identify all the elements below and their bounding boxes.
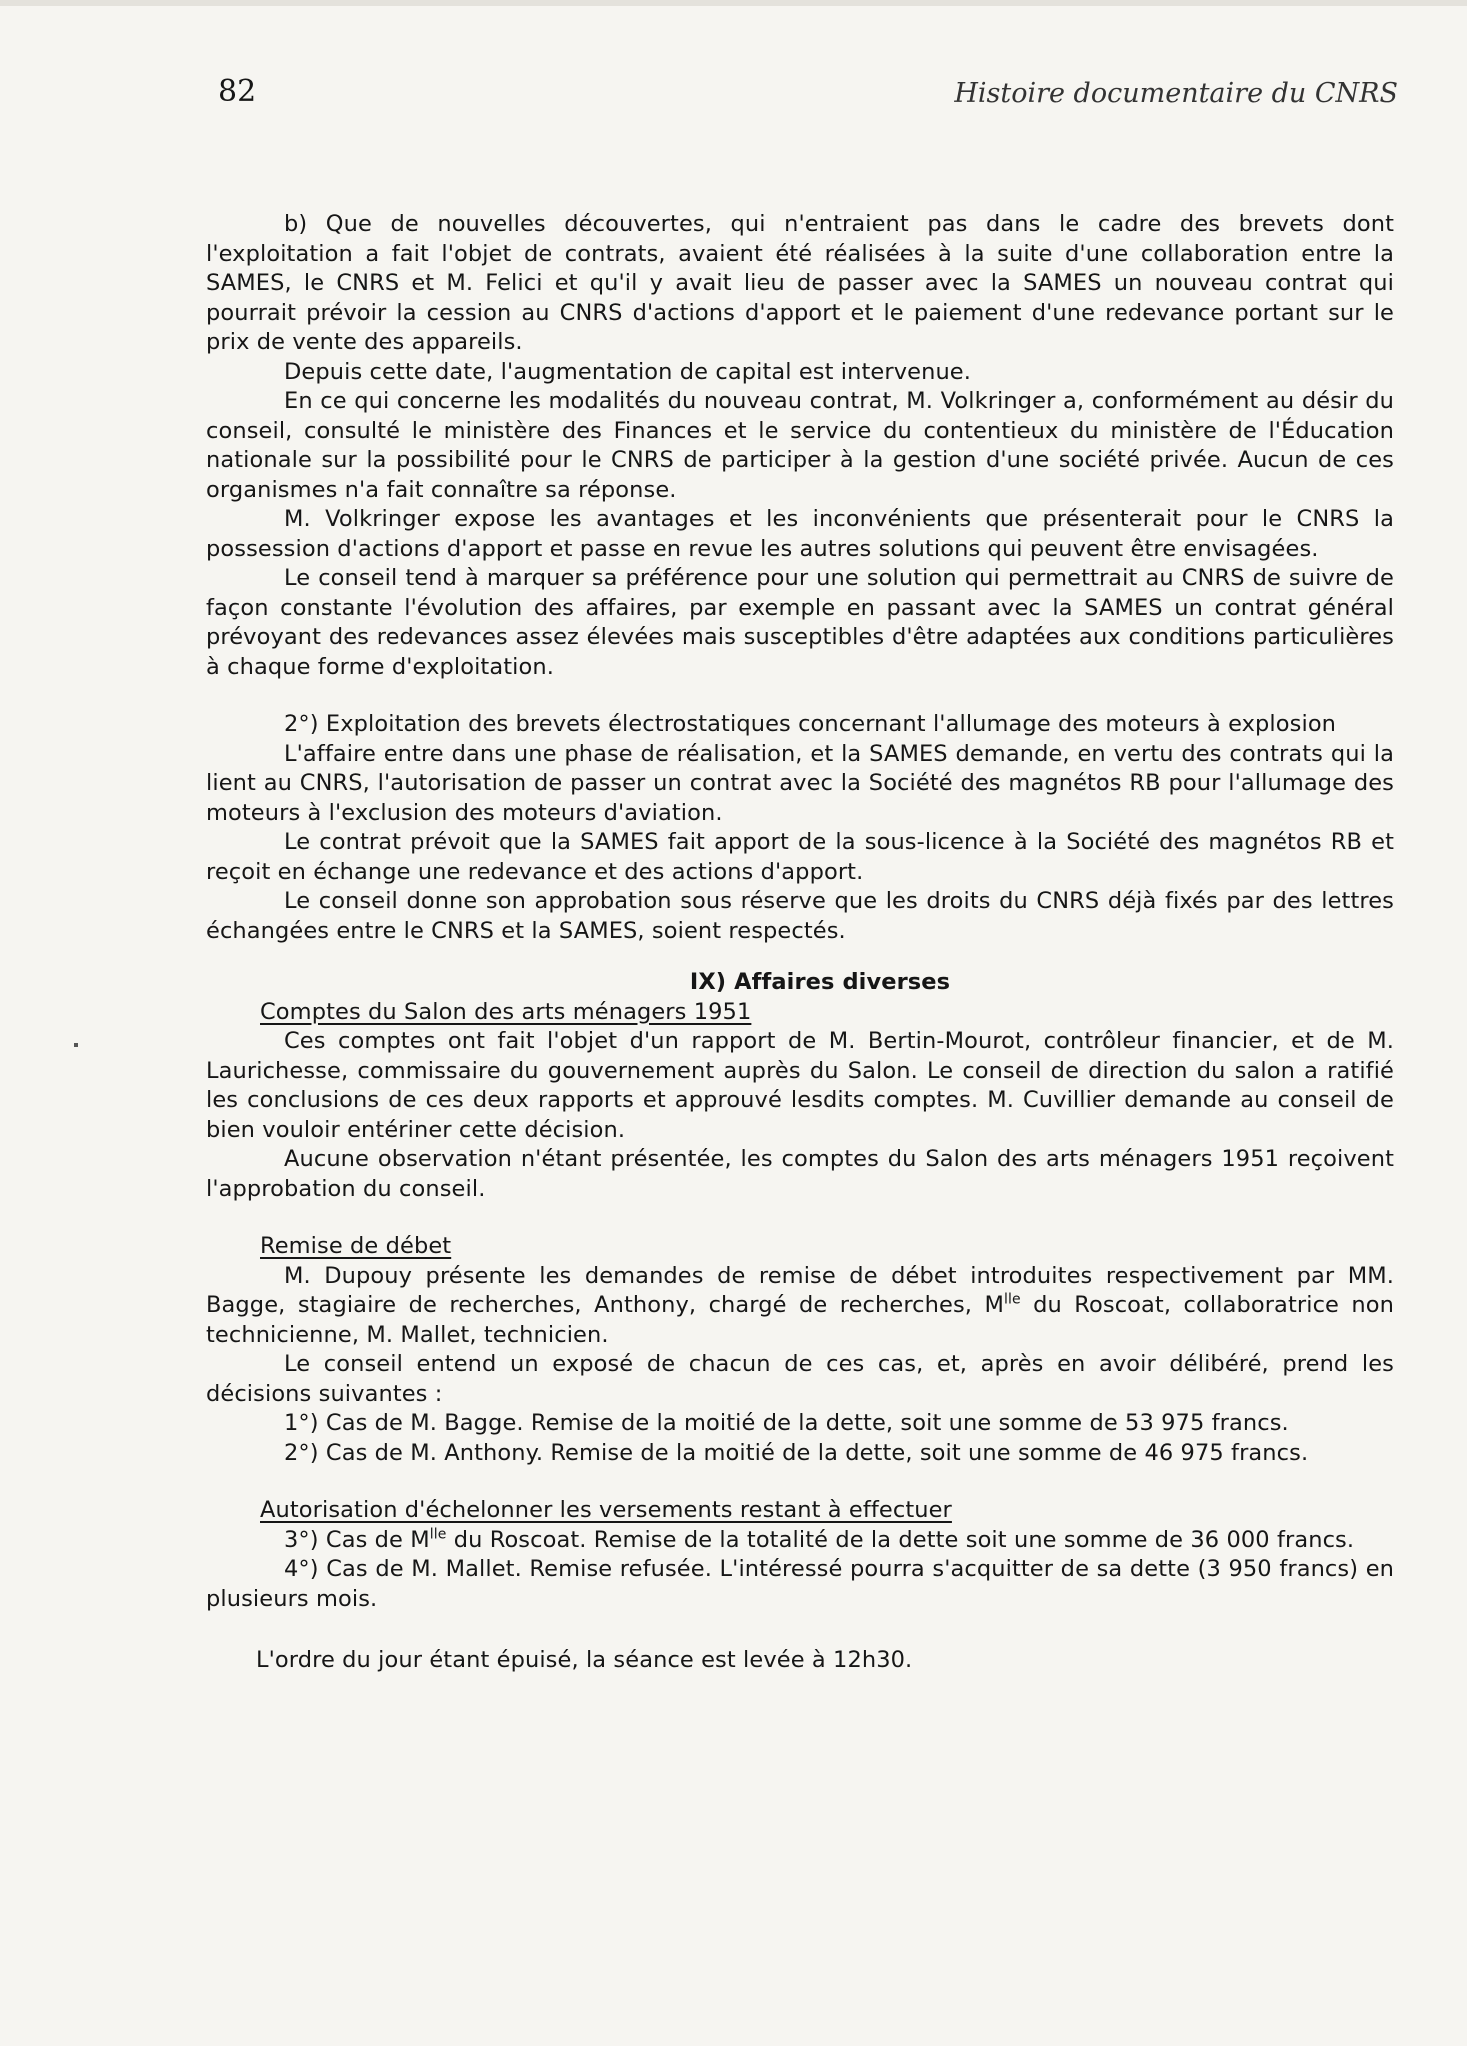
subheading-text: Remise de débet [260, 1233, 452, 1259]
superscript: lle [429, 1526, 447, 1542]
paragraph: Aucune observation n'étant présentée, les comptes du Salon des arts ménagers 1951 reçoivent l'approbation du conseil. [206, 1146, 1394, 1202]
text-run: 3°) Cas de M [284, 1526, 430, 1553]
subheading-text: Autorisation d'échelonner les versements restant à effectuer [260, 1497, 952, 1523]
subheading [206, 1496, 1394, 1526]
paragraph: Le conseil donne son approbation sous réserve que les droits du CNRS déjà fixés par des lettres échangées entre le CNRS et la SAMES, soient respectés. [206, 888, 1394, 944]
superscript: lle [1003, 1291, 1021, 1308]
scan-top-edge [0, 0, 1467, 6]
paragraph [206, 1262, 1394, 1351]
subheading-text: Comptes du Salon des arts ménagers 1951 [260, 998, 752, 1025]
page-number: 82 [218, 74, 257, 109]
paragraph: 4°) Cas de M. Mallet. Remise refusée. L'intéressé pourra s'acquitter de sa dette (3 950 francs) en plusieurs mois. [206, 1556, 1394, 1612]
paragraph: 2°) Exploitation des brevets électrostatiques concernant l'allumage des moteurs à explosion [284, 711, 1337, 737]
paragraph: Ces comptes ont fait l'objet d'un rapport de M. Bertin-Mourot, contrôleur financier, et de M. Laurichesse, commissaire du gouvernement auprès du Salon. Le conseil de direction du salon a ratifié les conclusions de ces deux rapports et approuvé lesdits comptes. M. Cuvillier demande au conseil de bien vouloir entériner cette décision. [206, 1028, 1394, 1143]
page-header [218, 74, 1398, 114]
subheading [206, 998, 1394, 1028]
text-run: M. Dupouy présente les demandes de remise de débet introduites respectivement par MM. Bagge, stagiaire de recherches, Anthony, chargé de recherches, M [206, 1262, 1394, 1318]
scan-margin-mark [74, 1043, 78, 1047]
body-text [206, 210, 1394, 1676]
paragraph: 2°) Cas de M. Anthony. Remise de la moitié de la dette, soit une somme de 46 975 francs. [284, 1439, 1309, 1466]
paragraph: Le conseil entend un exposé de chacun de ces cas, et, après en avoir délibéré, prend les décisions suivantes : [206, 1351, 1394, 1407]
paragraph: Depuis cette date, l'augmentation de capital est intervenue. [284, 358, 971, 385]
section-heading: IX) Affaires diverses [689, 969, 951, 995]
paragraph: En ce qui concerne les modalités du nouveau contrat, M. Volkringer a, conformément au désir du conseil, consulté le ministère des Finances et le service du contentieux du ministère de l'Éducation nationale sur la possibilité pour le CNRS de participer à la gestion d'une société privée. Aucun de ces organismes n'a fait connaître sa réponse. [206, 388, 1394, 503]
running-title: Histoire documentaire du CNRS [954, 78, 1398, 109]
paragraph: 1°) Cas de M. Bagge. Remise de la moitié de la dette, soit une somme de 53 975 francs. [284, 1410, 1289, 1436]
paragraph [206, 1526, 1394, 1556]
text-run: du Roscoat, collaboratrice non technicienne, M. Mallet, technicien. [206, 1292, 1394, 1348]
closing-line: L'ordre du jour étant épuisé, la séance est levée à 12h30. [256, 1647, 913, 1673]
paragraph: Le conseil tend à marquer sa préférence pour une solution qui permettrait au CNRS de suivre de façon constante l'évolution des affaires, par exemple en passant avec la SAMES un contrat général prévoyant des redevances assez élevées mais susceptibles d'être adaptées aux conditions particulières à chaque forme d'exploitation. [206, 565, 1394, 680]
text-run: du Roscoat. Remise de la totalité de la dette soit une somme de 36 000 francs. [446, 1526, 1355, 1553]
paragraph: M. Volkringer expose les avantages et les inconvénients que présenterait pour le CNRS la possession d'actions d'apport et passe en revue les autres solutions qui peuvent être envisagées. [206, 506, 1394, 562]
paragraph: L'affaire entre dans une phase de réalisation, et la SAMES demande, en vertu des contrats qui la lient au CNRS, l'autorisation de passer un contrat avec la Société des magnétos RB pour l'allumage des moteurs à l'exclusion des moteurs d'aviation. [206, 740, 1394, 826]
subheading [206, 1232, 1394, 1262]
paragraph: Le contrat prévoit que la SAMES fait apport de la sous-licence à la Société des magnétos RB et reçoit en échange une redevance et des actions d'apport. [206, 829, 1394, 885]
paragraph: b) Que de nouvelles découvertes, qui n'entraient pas dans le cadre des brevets dont l'exploitation a fait l'objet de contrats, avaient été réalisées à la suite d'une collaboration entre la SAMES, le CNRS et M. Felici et qu'il y avait lieu de passer avec la SAMES un nouveau contrat qui pourrait prévoir la cession au CNRS d'actions d'apport et le paiement d'une redevance portant sur le prix de vente des appareils. [206, 211, 1394, 355]
